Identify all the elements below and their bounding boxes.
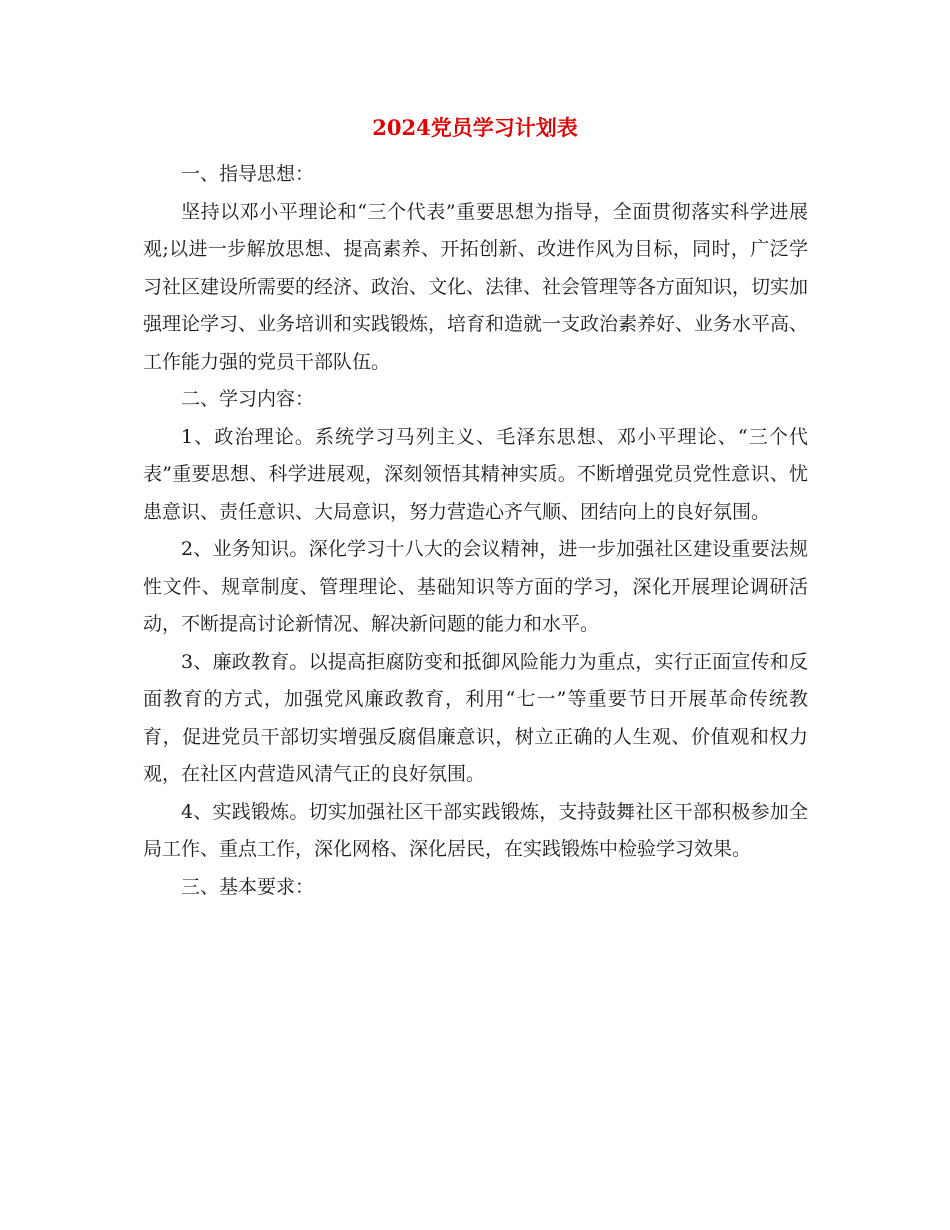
document-body (143, 156, 808, 906)
section-heading-basic-requirements: 三、基本要求： (181, 875, 315, 898)
paragraph-business-knowledge: 2、业务知识。深化学习十八大的会议精神，进一步加强社区建设重要法规性文件、规章制度、管理理论、基础知识等方面的学习，深化开展理论调研活动，不断提高讨论新情况、解决新问题的能力和水平。 (143, 538, 808, 635)
section-heading-guiding-ideology: 一、指导思想： (181, 163, 315, 185)
document-title: 2024党员学习计划表 (372, 115, 578, 140)
paragraph-integrity-education: 3、廉政教育。以提高拒腐防变和抵御风险能力为重点，实行正面宣传和反面教育的方式，加强党风廉政教育，利用“七一”等重要节日开展革命传统教育，促进党员干部切实增强反腐倡廉意识，树立正确的人生观、价值观和权力观，在社区内营造风清气正的良好氛围。 (143, 650, 808, 785)
paragraph-practical-training: 4、实践锻炼。切实加强社区干部实践锻炼，支持鼓舞社区干部积极参加全局工作、重点工作，深化网格、深化居民，在实践锻炼中检验学习效果。 (143, 800, 808, 860)
section-heading-study-content: 二、学习内容： (181, 388, 315, 410)
paragraph-guiding-ideology: 坚持以邓小平理论和“三个代表”重要思想为指导，全面贯彻落实科学进展观;以进一步解放思想、提高素养、开拓创新、改进作风为目标，同时，广泛学习社区建设所需要的经济、政治、文化、法律、社会管理等各方面知识，切实加强理论学习、业务培训和实践锻炼，培育和造就一支政治素养好、业务水平高、工作能力强的党员干部队伍。 (143, 200, 809, 373)
paragraph-political-theory: 1、政治理论。系统学习马列主义、毛泽东思想、邓小平理论、“三个代表”重要思想、科学进展观，深刻领悟其精神实质。不断增强党员党性意识、忧患意识、责任意识、大局意识，努力营造心齐气顺、团结向上的良好氛围。 (143, 425, 808, 523)
